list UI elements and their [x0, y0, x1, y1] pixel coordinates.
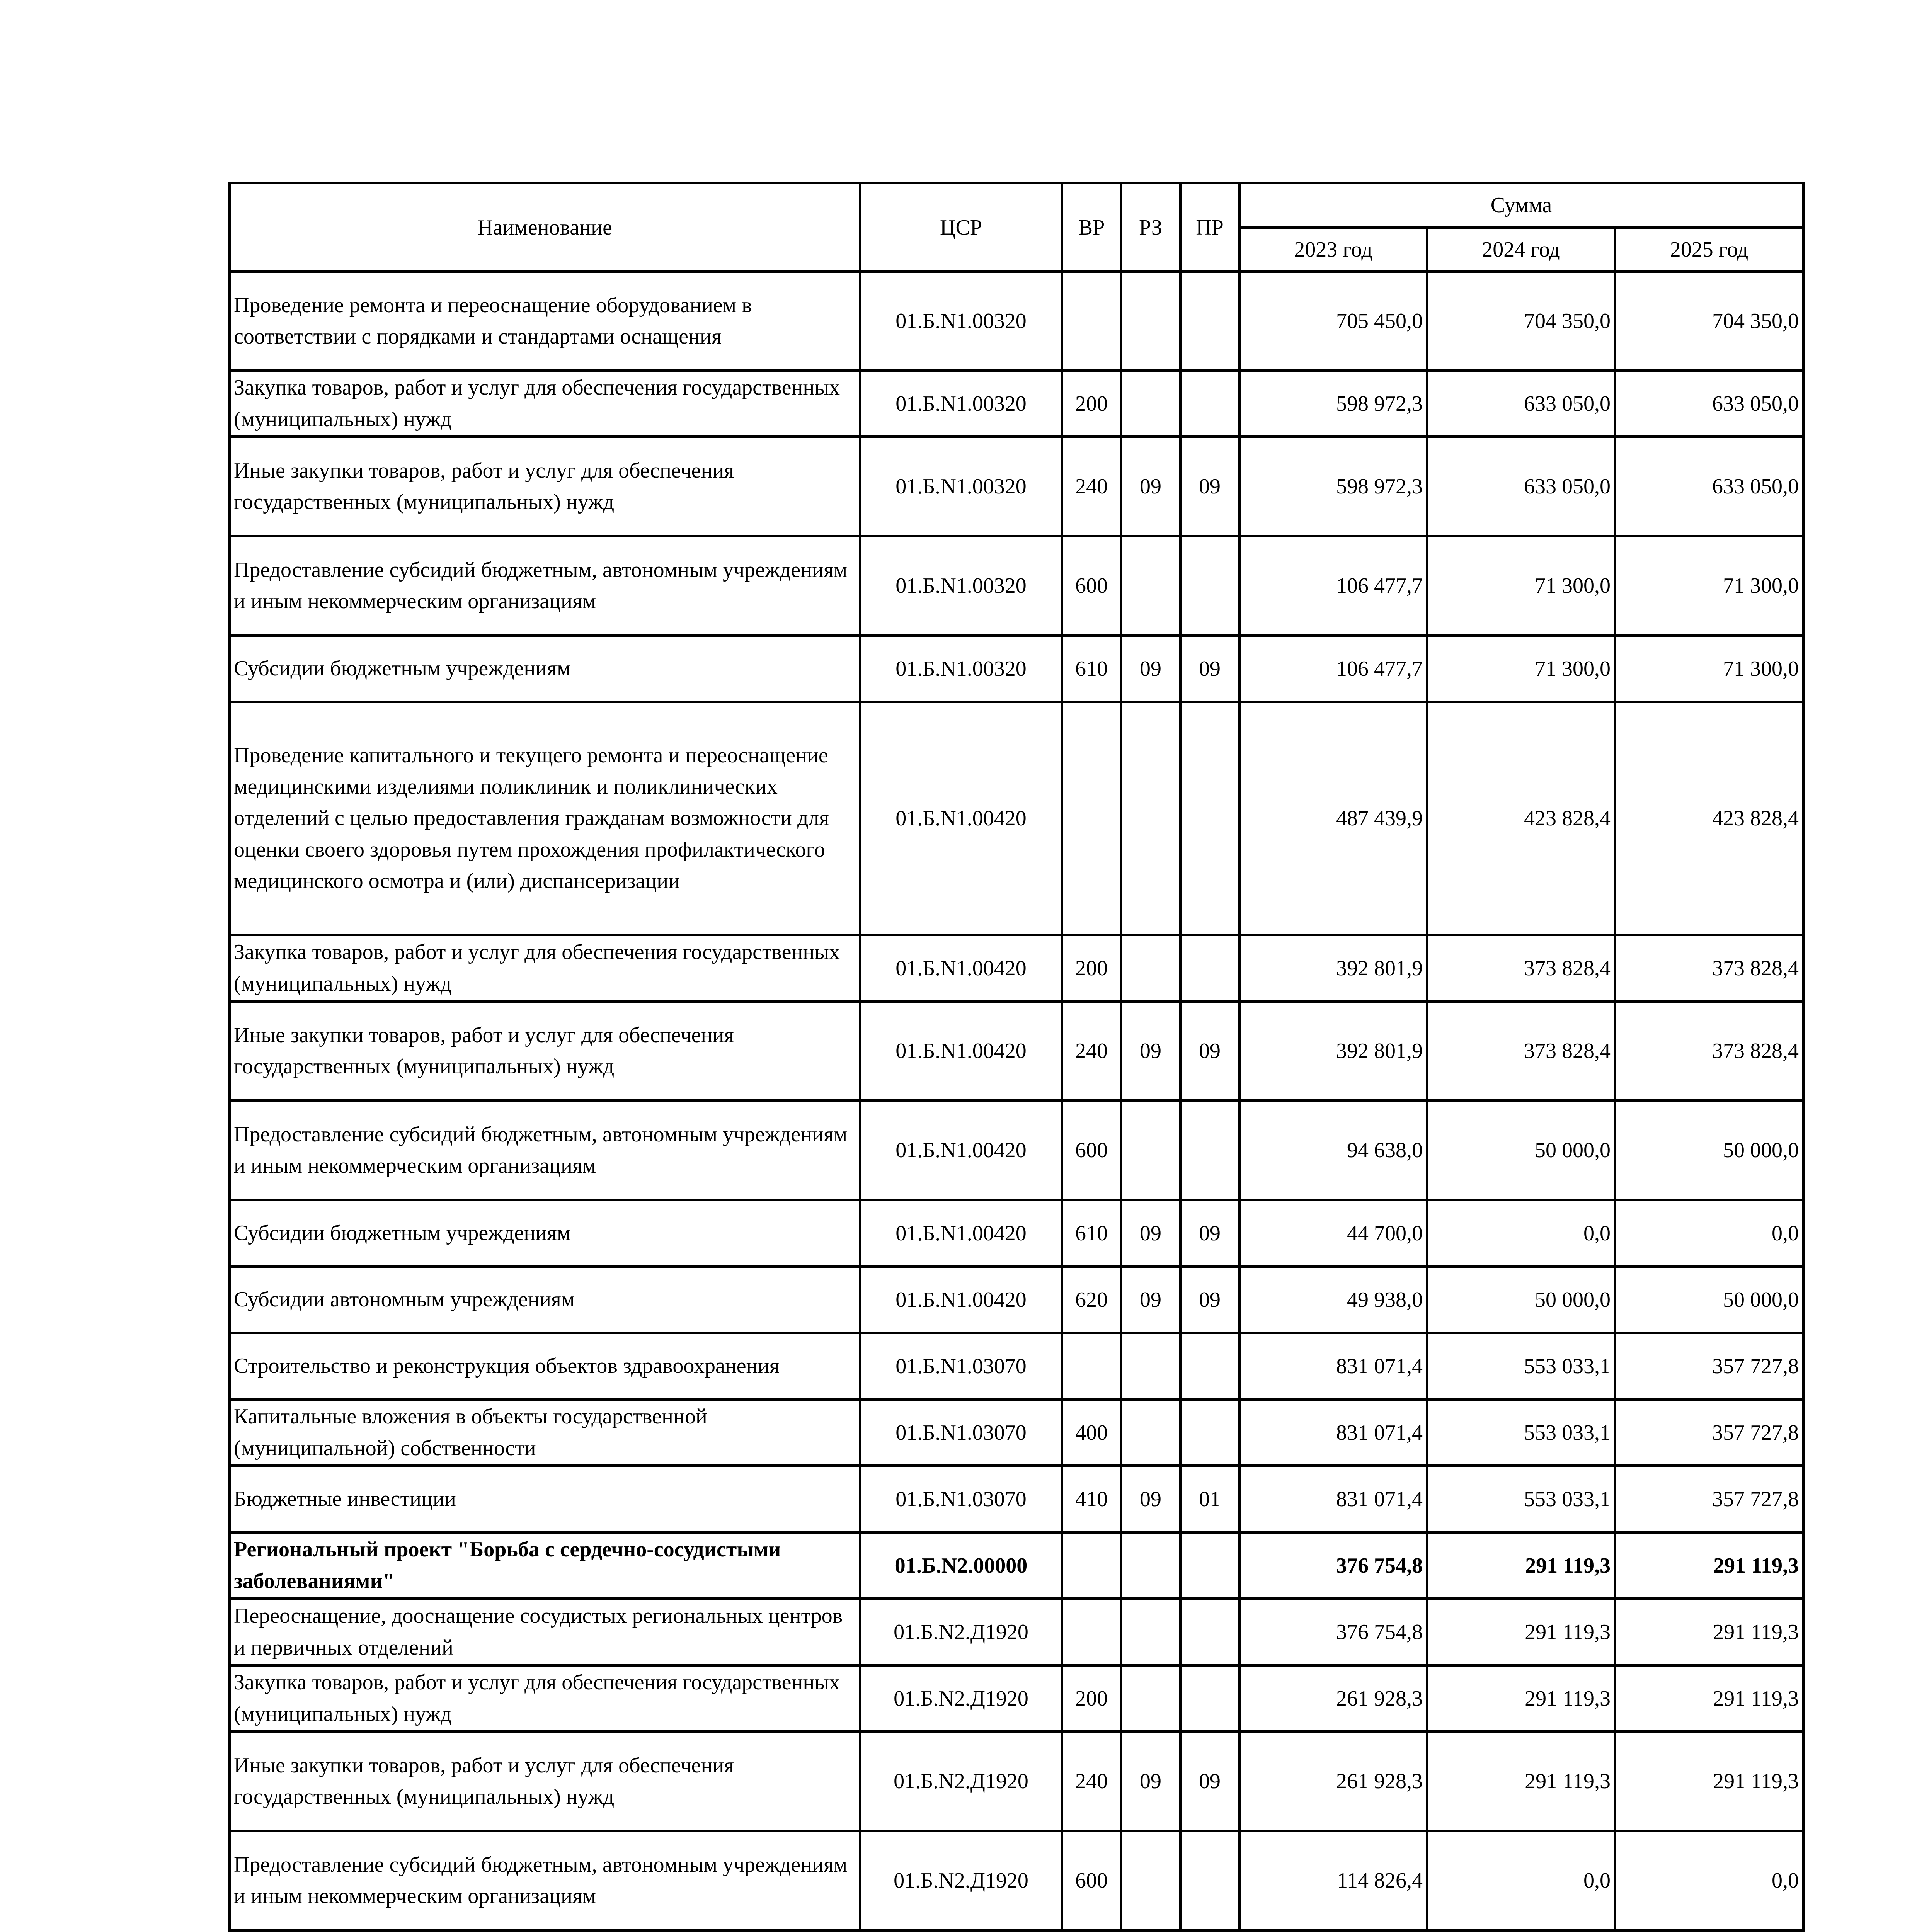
cell-rz	[1121, 935, 1180, 1002]
cell-rz: 09	[1121, 1200, 1180, 1267]
cell-2024: 291 119,3	[1427, 1532, 1615, 1599]
cell-2025: 373 828,4	[1615, 935, 1803, 1002]
table-row	[230, 536, 1803, 636]
cell-rz	[1121, 1599, 1180, 1665]
cell-vr: 400	[1062, 1400, 1121, 1466]
cell-2025: 291 119,3	[1615, 1599, 1803, 1665]
cell-2024	[1427, 1930, 1615, 1932]
cell-name: Предоставление субсидий бюджетным, автономным учреждениям и иным некоммерческим организациям	[230, 536, 860, 636]
cell-csr: 01.Б.N1.00420	[860, 1101, 1062, 1200]
table-row	[230, 1466, 1803, 1532]
cell-pr	[1180, 1101, 1239, 1200]
cell-rz	[1121, 272, 1180, 371]
cell-rz	[1121, 1400, 1180, 1466]
table-row	[230, 1200, 1803, 1267]
cell-pr: 09	[1180, 437, 1239, 536]
cell-pr: 09	[1180, 1267, 1239, 1333]
cell-2023: 49 938,0	[1239, 1267, 1427, 1333]
cell-2024: 633 050,0	[1427, 437, 1615, 536]
header-year-2023: 2023 год	[1239, 228, 1427, 272]
cell-2025: 357 727,8	[1615, 1466, 1803, 1532]
cell-2023: 106 477,7	[1239, 536, 1427, 636]
table-row	[230, 1930, 1803, 1932]
table-row	[230, 1831, 1803, 1930]
cell-csr: 01.Б.N1.03070	[860, 1466, 1062, 1532]
cell-pr	[1180, 536, 1239, 636]
cell-rz: 09	[1121, 437, 1180, 536]
cell-pr	[1180, 1599, 1239, 1665]
table-row	[230, 702, 1803, 935]
cell-vr: 200	[1062, 371, 1121, 437]
cell-name: Иные закупки товаров, работ и услуг для обеспечения государственных (муниципальных) нужд	[230, 437, 860, 536]
cell-vr: 200	[1062, 935, 1121, 1002]
cell-2023: 376 754,8	[1239, 1599, 1427, 1665]
cell-2025: 50 000,0	[1615, 1101, 1803, 1200]
header-year-2025: 2025 год	[1615, 228, 1803, 272]
cell-vr: 240	[1062, 1002, 1121, 1101]
cell-name	[230, 1930, 860, 1932]
cell-name: Предоставление субсидий бюджетным, автономным учреждениям и иным некоммерческим организациям	[230, 1831, 860, 1930]
cell-pr	[1180, 935, 1239, 1002]
cell-vr	[1062, 1333, 1121, 1400]
cell-rz	[1121, 536, 1180, 636]
cell-name: Закупка товаров, работ и услуг для обеспечения государственных (муниципальных) нужд	[230, 935, 860, 1002]
cell-name: Закупка товаров, работ и услуг для обеспечения государственных (муниципальных) нужд	[230, 371, 860, 437]
cell-name: Капитальные вложения в объекты государственной (муниципальной) собственности	[230, 1400, 860, 1466]
budget-table	[228, 182, 1805, 1932]
cell-rz	[1121, 1101, 1180, 1200]
cell-rz: 09	[1121, 1002, 1180, 1101]
table-row	[230, 1532, 1803, 1599]
cell-csr: 01.Б.N1.03070	[860, 1400, 1062, 1466]
cell-2025: 71 300,0	[1615, 536, 1803, 636]
cell-2024: 633 050,0	[1427, 371, 1615, 437]
cell-csr: 01.Б.N1.00320	[860, 437, 1062, 536]
cell-rz: 09	[1121, 1732, 1180, 1831]
cell-name: Бюджетные инвестиции	[230, 1466, 860, 1532]
cell-name: Региональный проект "Борьба с сердечно-сосудистыми заболеваниями"	[230, 1532, 860, 1599]
cell-2025: 423 828,4	[1615, 702, 1803, 935]
header-pr: ПР	[1180, 183, 1239, 272]
cell-vr	[1062, 1532, 1121, 1599]
cell-csr: 01.Б.N1.00320	[860, 536, 1062, 636]
cell-2023: 261 928,3	[1239, 1665, 1427, 1732]
cell-vr: 620	[1062, 1267, 1121, 1333]
cell-2025: 71 300,0	[1615, 636, 1803, 702]
cell-2025: 357 727,8	[1615, 1333, 1803, 1400]
cell-csr: 01.Б.N1.00420	[860, 1200, 1062, 1267]
table-row	[230, 437, 1803, 536]
cell-csr: 01.Б.N1.00320	[860, 371, 1062, 437]
cell-name: Проведение капитального и текущего ремонта и переоснащение медицинскими изделиями поликлиник и поликлинических отделений с целью предоставления гражданам возможности для оценки своего здоровья путем прохождения профилактического медицинского осмотра и (или) диспансеризации	[230, 702, 860, 935]
cell-vr	[1062, 702, 1121, 935]
cell-csr: 01.Б.N1.00420	[860, 935, 1062, 1002]
cell-2023: 598 972,3	[1239, 437, 1427, 536]
cell-pr	[1180, 1831, 1239, 1930]
header-name: Наименование	[230, 183, 860, 272]
cell-2024: 291 119,3	[1427, 1599, 1615, 1665]
cell-2023	[1239, 1930, 1427, 1932]
cell-pr	[1180, 702, 1239, 935]
cell-name: Переоснащение, дооснащение сосудистых региональных центров и первичных отделений	[230, 1599, 860, 1665]
cell-vr	[1062, 1599, 1121, 1665]
header-vr: ВР	[1062, 183, 1121, 272]
cell-rz: 09	[1121, 1267, 1180, 1333]
table-row	[230, 935, 1803, 1002]
cell-2024: 291 119,3	[1427, 1665, 1615, 1732]
cell-rz	[1121, 371, 1180, 437]
cell-2025	[1615, 1930, 1803, 1932]
table-row	[230, 1665, 1803, 1732]
cell-rz	[1121, 702, 1180, 935]
cell-2025: 291 119,3	[1615, 1532, 1803, 1599]
cell-2024: 704 350,0	[1427, 272, 1615, 371]
cell-vr: 600	[1062, 1101, 1121, 1200]
cell-pr	[1180, 1532, 1239, 1599]
cell-csr: 01.Б.N1.00420	[860, 1002, 1062, 1101]
cell-2024: 423 828,4	[1427, 702, 1615, 935]
cell-vr: 410	[1062, 1466, 1121, 1532]
cell-csr: 01.Б.N1.00420	[860, 1267, 1062, 1333]
cell-rz	[1121, 1831, 1180, 1930]
cell-pr	[1180, 1930, 1239, 1932]
cell-csr: 01.Б.N2.Д1920	[860, 1732, 1062, 1831]
cell-vr: 600	[1062, 536, 1121, 636]
cell-2024: 373 828,4	[1427, 935, 1615, 1002]
cell-name: Субсидии бюджетным учреждениям	[230, 1200, 860, 1267]
table-row	[230, 272, 1803, 371]
table-row	[230, 1599, 1803, 1665]
cell-2023: 831 071,4	[1239, 1400, 1427, 1466]
table-row	[230, 1333, 1803, 1400]
cell-2023: 831 071,4	[1239, 1333, 1427, 1400]
cell-2024: 373 828,4	[1427, 1002, 1615, 1101]
header-year-2024: 2024 год	[1427, 228, 1615, 272]
cell-pr: 09	[1180, 636, 1239, 702]
cell-pr: 09	[1180, 1002, 1239, 1101]
cell-2025: 633 050,0	[1615, 437, 1803, 536]
cell-rz	[1121, 1532, 1180, 1599]
cell-csr: 01.Б.N2.00000	[860, 1532, 1062, 1599]
cell-name: Субсидии бюджетным учреждениям	[230, 636, 860, 702]
cell-rz	[1121, 1665, 1180, 1732]
cell-2024: 553 033,1	[1427, 1466, 1615, 1532]
cell-2023: 376 754,8	[1239, 1532, 1427, 1599]
cell-2025: 50 000,0	[1615, 1267, 1803, 1333]
cell-csr	[860, 1930, 1062, 1932]
cell-csr: 01.Б.N1.00320	[860, 636, 1062, 702]
cell-2023: 106 477,7	[1239, 636, 1427, 702]
cell-csr: 01.Б.N1.00420	[860, 702, 1062, 935]
cell-pr	[1180, 1665, 1239, 1732]
cell-pr: 09	[1180, 1200, 1239, 1267]
header-rz: РЗ	[1121, 183, 1180, 272]
cell-2025: 291 119,3	[1615, 1665, 1803, 1732]
cell-vr: 240	[1062, 437, 1121, 536]
table-row	[230, 1732, 1803, 1831]
cell-csr: 01.Б.N2.Д1920	[860, 1831, 1062, 1930]
cell-2023: 44 700,0	[1239, 1200, 1427, 1267]
cell-name: Иные закупки товаров, работ и услуг для обеспечения государственных (муниципальных) нужд	[230, 1002, 860, 1101]
cell-csr: 01.Б.N2.Д1920	[860, 1599, 1062, 1665]
cell-rz: 09	[1121, 636, 1180, 702]
cell-2023: 705 450,0	[1239, 272, 1427, 371]
cell-2025: 0,0	[1615, 1831, 1803, 1930]
table-row	[230, 636, 1803, 702]
header-csr: ЦСР	[860, 183, 1062, 272]
cell-pr: 01	[1180, 1466, 1239, 1532]
cell-2023: 114 826,4	[1239, 1831, 1427, 1930]
cell-vr: 610	[1062, 636, 1121, 702]
cell-2025: 0,0	[1615, 1200, 1803, 1267]
cell-vr: 200	[1062, 1665, 1121, 1732]
cell-vr: 600	[1062, 1831, 1121, 1930]
cell-rz	[1121, 1333, 1180, 1400]
cell-pr	[1180, 272, 1239, 371]
cell-rz: 09	[1121, 1466, 1180, 1532]
cell-2024: 50 000,0	[1427, 1101, 1615, 1200]
table-row	[230, 1101, 1803, 1200]
cell-2023: 392 801,9	[1239, 935, 1427, 1002]
cell-2024: 71 300,0	[1427, 536, 1615, 636]
cell-csr: 01.Б.N1.00320	[860, 272, 1062, 371]
cell-csr: 01.Б.N1.03070	[860, 1333, 1062, 1400]
cell-vr	[1062, 272, 1121, 371]
cell-2024: 553 033,1	[1427, 1333, 1615, 1400]
cell-2024: 71 300,0	[1427, 636, 1615, 702]
header-sum: Сумма	[1239, 183, 1803, 228]
cell-vr: 240	[1062, 1732, 1121, 1831]
cell-2025: 633 050,0	[1615, 371, 1803, 437]
table-row	[230, 371, 1803, 437]
cell-2023: 94 638,0	[1239, 1101, 1427, 1200]
cell-name: Закупка товаров, работ и услуг для обеспечения государственных (муниципальных) нужд	[230, 1665, 860, 1732]
cell-name: Иные закупки товаров, работ и услуг для обеспечения государственных (муниципальных) нужд	[230, 1732, 860, 1831]
cell-pr	[1180, 1400, 1239, 1466]
cell-2024: 291 119,3	[1427, 1732, 1615, 1831]
cell-2025: 704 350,0	[1615, 272, 1803, 371]
cell-name: Субсидии автономным учреждениям	[230, 1267, 860, 1333]
cell-name: Строительство и реконструкция объектов здравоохранения	[230, 1333, 860, 1400]
cell-2023: 487 439,9	[1239, 702, 1427, 935]
cell-vr	[1062, 1930, 1121, 1932]
cell-rz	[1121, 1930, 1180, 1932]
cell-2023: 831 071,4	[1239, 1466, 1427, 1532]
cell-pr	[1180, 1333, 1239, 1400]
cell-2025: 373 828,4	[1615, 1002, 1803, 1101]
cell-2025: 357 727,8	[1615, 1400, 1803, 1466]
cell-2023: 598 972,3	[1239, 371, 1427, 437]
cell-vr: 610	[1062, 1200, 1121, 1267]
cell-name: Предоставление субсидий бюджетным, автономным учреждениям и иным некоммерческим организациям	[230, 1101, 860, 1200]
cell-pr: 09	[1180, 1732, 1239, 1831]
cell-2024: 553 033,1	[1427, 1400, 1615, 1466]
cell-pr	[1180, 371, 1239, 437]
table-row	[230, 1002, 1803, 1101]
cell-2024: 50 000,0	[1427, 1267, 1615, 1333]
cell-name: Проведение ремонта и переоснащение оборудованием в соответствии с порядками и стандартами оснащения	[230, 272, 860, 371]
cell-2023: 261 928,3	[1239, 1732, 1427, 1831]
cell-2023: 392 801,9	[1239, 1002, 1427, 1101]
table-row	[230, 1267, 1803, 1333]
cell-2024: 0,0	[1427, 1831, 1615, 1930]
table-row	[230, 1400, 1803, 1466]
cell-2024: 0,0	[1427, 1200, 1615, 1267]
cell-csr: 01.Б.N2.Д1920	[860, 1665, 1062, 1732]
cell-2025: 291 119,3	[1615, 1732, 1803, 1831]
table-body	[230, 272, 1803, 1932]
